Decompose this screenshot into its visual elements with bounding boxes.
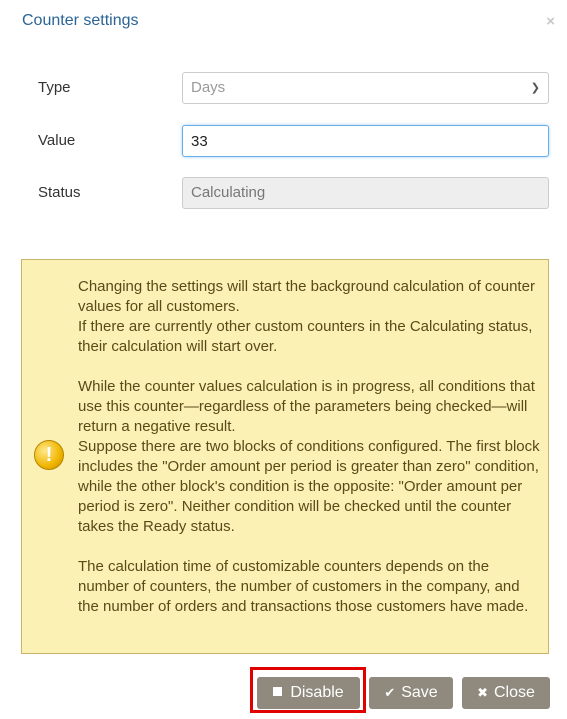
alert-paragraph: While the counter values calculation is in progress, all conditions that use this counter—regardless of the parameters being checked—will return a negative result. <box>78 378 535 435</box>
save-button[interactable] <box>369 677 453 709</box>
alert-paragraph: The calculation time of customizable counters depends on the number of counters, the number of customers in the company, and the number of orders and transactions those customers have made. <box>78 558 529 615</box>
alert-paragraph: Changing the settings will start the background calculation of counter values for all customers. <box>78 278 535 315</box>
stop-icon <box>273 687 282 696</box>
chevron-down-icon: ❯ <box>530 82 540 94</box>
close-button[interactable] <box>462 677 550 709</box>
check-icon: ✔ <box>384 685 396 700</box>
close-label: Close <box>494 684 535 701</box>
warning-icon: ! <box>34 440 64 470</box>
status-field: Calculating <box>182 177 549 209</box>
type-row <box>38 72 549 104</box>
close-x-icon: ✖ <box>477 685 488 700</box>
alert-paragraph: If there are currently other custom counters in the Calculating status, their calculation will start over. <box>78 318 533 355</box>
dialog-title: Counter settings <box>22 12 139 29</box>
disable-button[interactable] <box>257 677 360 709</box>
warning-alert <box>21 259 549 654</box>
type-label: Type <box>38 79 71 96</box>
value-label: Value <box>38 132 76 149</box>
type-select-value: Days <box>191 79 226 96</box>
status-label: Status <box>38 184 81 201</box>
disable-label: Disable <box>290 684 344 701</box>
status-row <box>38 177 549 209</box>
save-label: Save <box>401 684 438 701</box>
value-row <box>38 125 549 157</box>
close-icon[interactable]: × <box>546 13 555 30</box>
type-select[interactable] <box>182 72 549 104</box>
alert-text <box>78 277 540 617</box>
value-input[interactable] <box>182 125 549 157</box>
alert-paragraph: Suppose there are two blocks of conditions configured. The first block includes the "Order amount per period is greater than zero" condition, while the other block's condition is the opposite: "Order amount per period is zero". Neither condition will be checked until the counter takes the Ready status. <box>78 438 540 535</box>
dialog-header <box>0 0 567 44</box>
